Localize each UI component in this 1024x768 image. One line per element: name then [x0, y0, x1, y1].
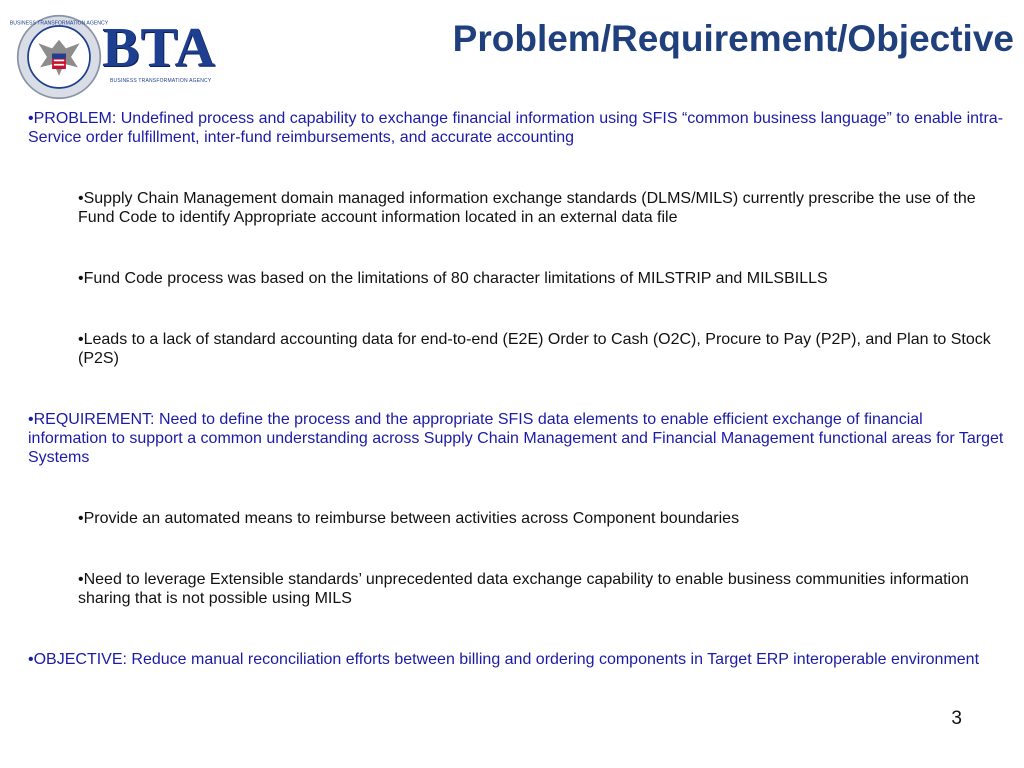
- logo-text: BTA: [102, 17, 216, 79]
- sub-bullet: •Leads to a lack of standard accounting data for end-to-end (E2E) Order to Cash (O2C), Procure to Pay (P2P), and Plan to Stock (P2S): [78, 331, 991, 367]
- sub-bullet: •Need to leverage Extensible standards’ unprecedented data exchange capability to enable business communities information sharing that is not possible using MILS: [78, 571, 969, 607]
- slide-body: [28, 109, 1006, 669]
- problem-bullet: •PROBLEM: Undefined process and capability to exchange financial information using SFIS “common business language” to enable intra-Service order fulfillment, inter-fund reimbursements, and accurate accounting: [28, 110, 1004, 146]
- sub-bullet: •Provide an automated means to reimburse between activities across Component boundaries: [78, 510, 740, 527]
- sub-bullet: •Fund Code process was based on the limitations of 80 character limitations of MILSTRIP and MILSBILLS: [78, 270, 828, 287]
- eagle-seal-icon: [9, 14, 109, 100]
- requirement-bullet: •REQUIREMENT: Need to define the process and the appropriate SFIS data elements to enable efficient exchange of financial information to support a common understanding across Supply Chain Management and Financial Management functional areas for Target Systems: [28, 411, 1004, 466]
- objective-bullet: •OBJECTIVE: Reduce manual reconciliation efforts between billing and ordering components in Target ERP interoperable environment: [28, 651, 980, 668]
- seal-ring-text: BUSINESS TRANSFORMATION AGENCY: [9, 20, 109, 27]
- slide-title: Problem/Requirement/Objective: [452, 18, 1014, 59]
- page-number: 3: [951, 708, 962, 729]
- logo-subtitle: BUSINESS TRANSFORMATION AGENCY: [110, 78, 212, 84]
- sub-bullet: •Supply Chain Management domain managed information exchange standards (DLMS/MILS) currently prescribe the use of the Fund Code to identify Appropriate account information located in an external data file: [78, 190, 976, 226]
- bta-logo: [9, 14, 236, 100]
